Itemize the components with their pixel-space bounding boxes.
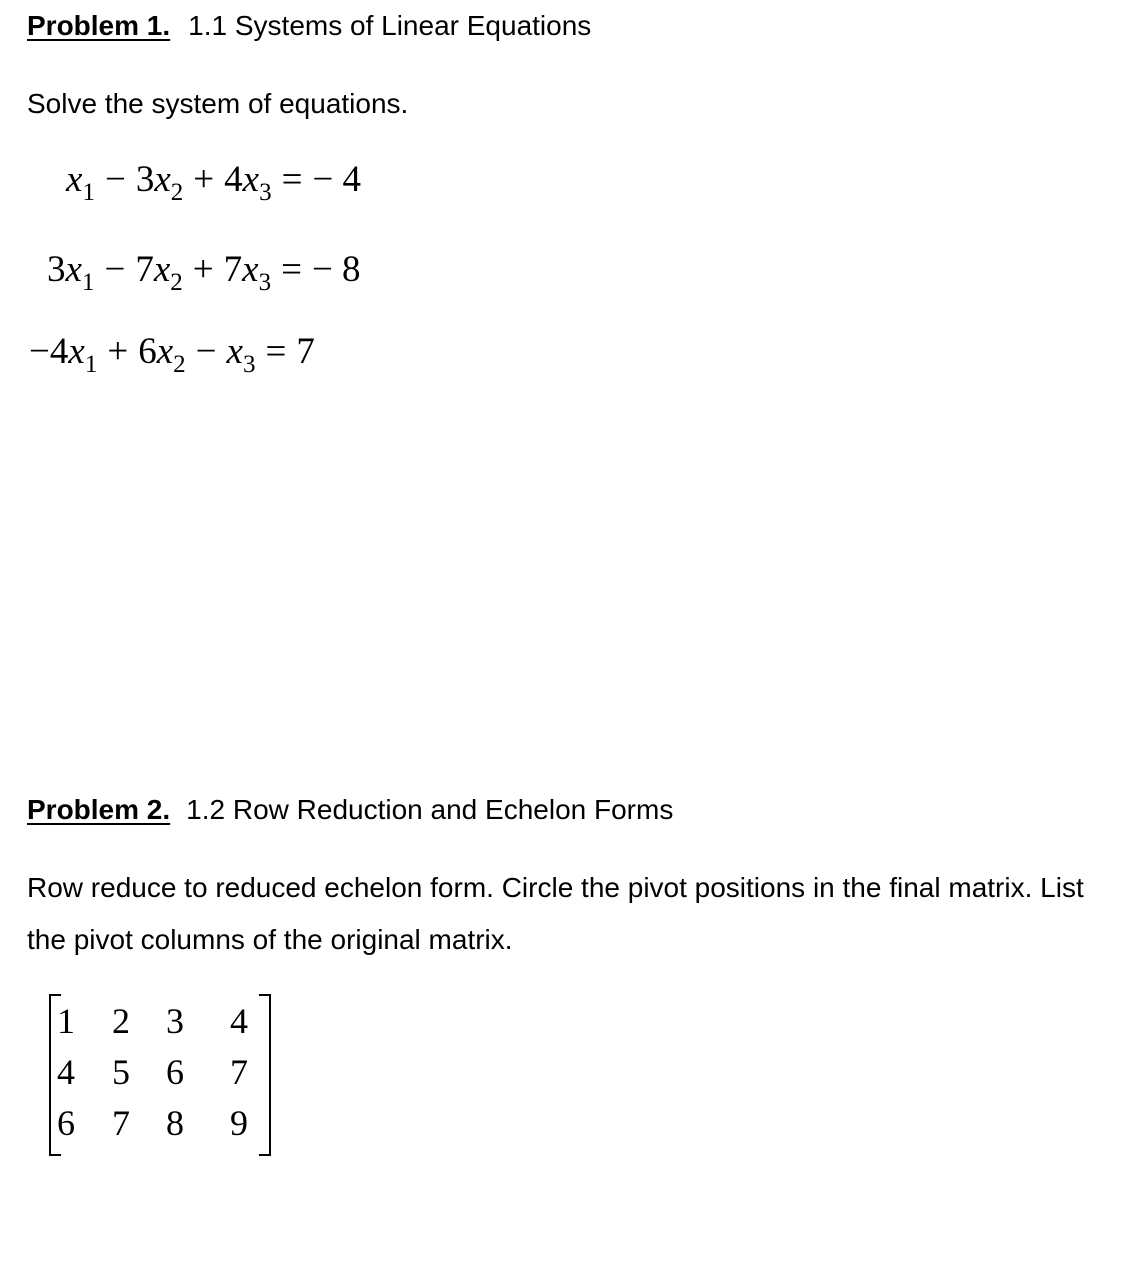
problem-2-instruction: Row reduce to reduced echelon form. Circle the pivot positions in the final matrix. List the pivot columns of the original matrix.: [27, 872, 1084, 955]
problem-1-label: Problem 1.: [27, 10, 171, 41]
matrix-cell: 7: [112, 1103, 130, 1143]
matrix-cell: 9: [230, 1103, 248, 1143]
equation-1: $x_1 - 3x_2 + 4x_3$ = − 4: [66, 159, 362, 206]
problem-1-heading: [27, 10, 591, 42]
matrix-cell: 7: [230, 1052, 248, 1092]
problem-2-heading: [27, 794, 673, 826]
problem-2-topic: 1.2 Row Reduction and Echelon Forms: [186, 794, 674, 825]
matrix-cell: 3: [166, 1001, 184, 1041]
matrix-right-bracket: [259, 994, 271, 1156]
matrix-cell: 6: [166, 1052, 184, 1092]
matrix-cell: 2: [112, 1001, 130, 1041]
equation-2: $3x_1 - 7x_2 + 7x_3$ = − 8: [47, 249, 361, 296]
matrix-cell: 4: [230, 1001, 248, 1041]
problem-1-topic: 1.1 Systems of Linear Equations: [188, 10, 592, 41]
problem-2-label: Problem 2.: [27, 794, 171, 825]
matrix: [49, 994, 271, 1154]
matrix-cell: 4: [57, 1052, 75, 1092]
matrix-cell: 5: [112, 1052, 130, 1092]
problem-1-instruction: Solve the system of equations.: [27, 88, 409, 119]
matrix-cell: 8: [166, 1103, 184, 1143]
matrix-cell: 6: [57, 1103, 75, 1143]
matrix-cell: 1: [57, 1001, 75, 1041]
equation-3: $-4x_1 + 6x_2 - x_3 = 7$: [29, 331, 315, 378]
